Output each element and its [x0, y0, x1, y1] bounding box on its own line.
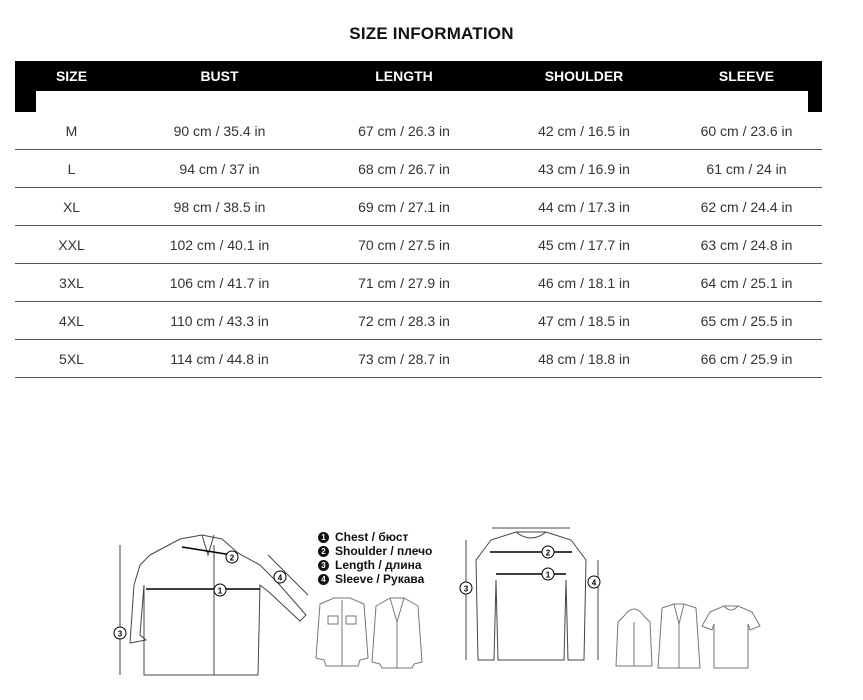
legend-number: 3: [318, 560, 329, 571]
legend-text: Length / длина: [335, 558, 422, 572]
header-length: LENGTH: [375, 68, 433, 84]
cell-length: 67 cm / 26.3 in: [358, 122, 450, 139]
table-row: [15, 150, 822, 188]
cell-size: 4XL: [59, 312, 84, 329]
marker-length: 3: [117, 629, 123, 639]
cell-shoulder: 48 cm / 18.8 in: [538, 350, 630, 367]
measurement-legend: [318, 530, 432, 586]
legend-item: [318, 544, 432, 558]
cell-length: 68 cm / 26.7 in: [358, 160, 450, 177]
marker-chest: 1: [217, 586, 223, 596]
cell-sleeve: 60 cm / 23.6 in: [700, 122, 793, 139]
cell-size: 5XL: [59, 350, 84, 367]
legend-text: Sleeve / Рукава: [335, 572, 425, 586]
header-size: SIZE: [55, 68, 88, 84]
legend-item: [318, 558, 432, 572]
header-bust: BUST: [200, 68, 239, 84]
legend-item: [318, 530, 432, 544]
cell-bust: 98 cm / 38.5 in: [173, 198, 266, 215]
marker-shoulder: 2: [229, 553, 235, 563]
legend-number: 2: [318, 546, 329, 557]
cell-sleeve: 66 cm / 25.9 in: [700, 350, 793, 367]
cell-bust: 90 cm / 35.4 in: [173, 122, 266, 139]
legend-number: 4: [318, 574, 329, 585]
cell-size: L: [67, 160, 76, 177]
table-row: [15, 302, 822, 340]
cell-length: 69 cm / 27.1 in: [358, 198, 450, 215]
header-sleeve: SLEEVE: [718, 68, 775, 84]
table-row: [15, 226, 822, 264]
header-shoulder: SHOULDER: [544, 68, 624, 84]
legend-item: [318, 572, 432, 586]
cell-sleeve: 62 cm / 24.4 in: [700, 198, 793, 215]
shirt-measure-illustration: [110, 525, 320, 685]
legend-text: Shoulder / плечо: [335, 544, 433, 558]
marker-length: 3: [463, 584, 469, 594]
cell-sleeve: 65 cm / 25.5 in: [700, 312, 793, 329]
cell-bust: 102 cm / 40.1 in: [169, 236, 270, 253]
cell-bust: 106 cm / 41.7 in: [169, 274, 270, 291]
cell-shoulder: 46 cm / 18.1 in: [538, 274, 630, 291]
jacket-thumbnails: [312, 596, 424, 676]
table-row: [15, 188, 822, 226]
marker-shoulder: 2: [545, 548, 551, 558]
cell-length: 71 cm / 27.9 in: [358, 274, 450, 291]
cell-size: XXL: [58, 236, 85, 253]
marker-sleeve: 4: [591, 578, 597, 588]
marker-sleeve: 4: [277, 573, 283, 583]
table-row: [15, 340, 822, 378]
cell-size: M: [65, 122, 78, 139]
table-row: [15, 264, 822, 302]
garment-thumbnails: [614, 602, 764, 674]
cell-sleeve: 63 cm / 24.8 in: [700, 236, 793, 253]
cell-bust: 110 cm / 43.3 in: [170, 312, 269, 329]
cell-shoulder: 45 cm / 17.7 in: [538, 236, 630, 253]
cell-length: 73 cm / 28.7 in: [358, 350, 450, 367]
page-title: SIZE INFORMATION: [349, 24, 514, 43]
sweater-measure-illustration: [456, 520, 606, 670]
cell-shoulder: 42 cm / 16.5 in: [538, 122, 630, 139]
table-header: [15, 61, 822, 112]
cell-sleeve: 64 cm / 25.1 in: [700, 274, 793, 291]
cell-bust: 114 cm / 44.8 in: [170, 350, 269, 367]
cell-shoulder: 44 cm / 17.3 in: [538, 198, 630, 215]
marker-chest: 1: [545, 570, 551, 580]
cell-sleeve: 61 cm / 24 in: [706, 160, 787, 177]
cell-shoulder: 47 cm / 18.5 in: [538, 312, 630, 329]
legend-text: Chest / бюст: [335, 530, 409, 544]
size-table: [15, 61, 822, 378]
cell-bust: 94 cm / 37 in: [179, 160, 260, 177]
cell-size: 3XL: [59, 274, 84, 291]
table-row: [15, 112, 822, 150]
cell-shoulder: 43 cm / 16.9 in: [538, 160, 630, 177]
legend-number: 1: [318, 532, 329, 543]
cell-length: 70 cm / 27.5 in: [358, 236, 450, 253]
cell-size: XL: [62, 198, 81, 215]
header-inner-band: [36, 91, 808, 112]
cell-length: 72 cm / 28.3 in: [358, 312, 450, 329]
